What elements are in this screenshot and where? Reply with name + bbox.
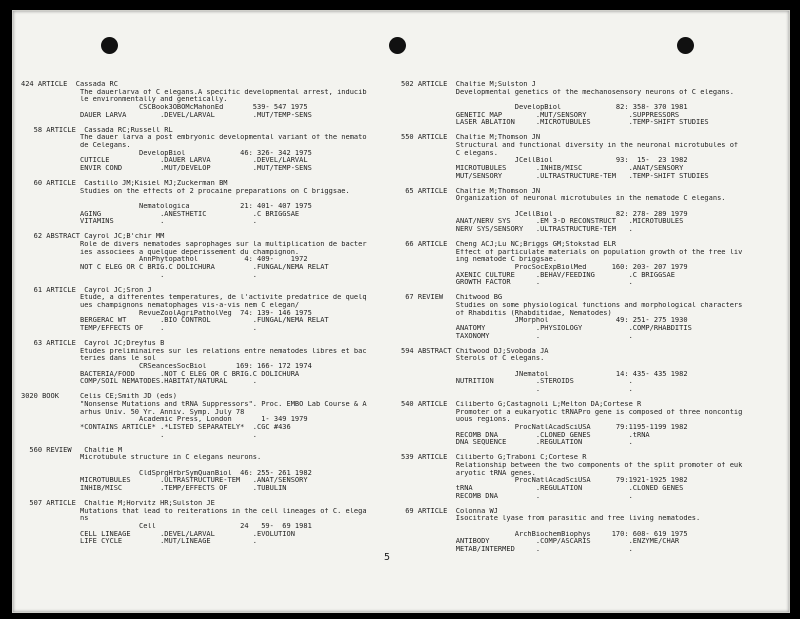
entry-line: VITAMINS . . (21, 218, 258, 226)
binder-hole-1 (101, 37, 118, 54)
entry-line: TEMP/EFFECTS OF . . (21, 325, 258, 332)
entry-line: Relationship between the two components of the split promoter of euk (401, 461, 743, 469)
entry-line: Organization of neuronal microtubules in the nematode C elegans. (401, 195, 726, 203)
bibliography-entry (401, 454, 781, 500)
entry-line: Role de divers nematodes saprophages sur la multiplication de bacter (21, 240, 367, 248)
entry-line: 539 ARTICLE Ciliberto G;Traboni C;Cortese R (401, 454, 587, 462)
entry-line: 66 ARTICLE Cheng ACJ;Lu NC;Briggs GM;Stokstad ELR (401, 240, 616, 248)
bibliography-entry (21, 500, 391, 546)
entry-line: 62 ABSTRACT Cayrol JC;B'chir MM (21, 233, 165, 241)
entry-line: "Nonsense Mutations and tRNA Suppressors". Proc. EMBO Lab Course & A (21, 400, 367, 408)
entry-line: 65 ARTICLE Chalfie M;Thomson JN (401, 187, 541, 195)
entry-line: 540 ARTICLE Ciliberto G;Castagnoli L;Melton DA;Cortese R (401, 400, 642, 408)
entry-line: ANATOMY .PHYSIOLOGY .COMP/RHABDITIS (401, 325, 692, 332)
entry-line: 550 ARTICLE Chalfie M;Thomson JN (401, 134, 541, 142)
entry-line: Effect of particulate materials on population growth of the free liv (401, 248, 743, 256)
entry-line: Academic Press, London 1- 349 1979 (21, 416, 308, 424)
entry-line: Microtubule structure in C elegans neurons. (21, 454, 262, 462)
entry-line: teries dans le sol (21, 355, 156, 363)
entry-line: JCellBiol 93: 15- 23 1982 (401, 157, 688, 165)
entry-line: Isocitrate lyase from parasitic and free living nematodes. (401, 515, 701, 523)
entry-line: C elegans. (401, 149, 498, 157)
entry-line: of Rhabditis (Rhabditidae, Nematodes) (401, 309, 612, 317)
entry-line: MICROTUBULES .INHIB/MISC .ANAT/SENSORY (401, 165, 684, 173)
entry-line (401, 203, 781, 211)
entry-line: INHIB/MISC .TEMP/EFFECTS OF .TUBULIN (21, 484, 287, 492)
binder-hole-3 (677, 37, 694, 54)
entry-line: AGING .ANESTHETIC .C BRIGGSAE (21, 210, 300, 218)
bibliography-entry (401, 81, 781, 127)
bibliography-entry (21, 233, 391, 279)
entry-line: RECOMB DNA .CLONED GENES .tRNA (401, 431, 650, 439)
entry-line: Sterols of C elegans. (401, 355, 545, 363)
entry-line: 61 ARTICLE Cayrol JC;Sron J (21, 286, 152, 294)
entry-line: BERGERAC WT .BIO CONTROL .FUNGAL/NEMA RELAT (21, 317, 329, 325)
entry-line: 507 ARTICLE Chalfie M;Horvitz HR;Sulston JE (21, 499, 215, 507)
entry-line: CRSeancesSocBiol 169: 166- 172 1974 (21, 362, 312, 370)
entry-line: AnnPhytopathol 4: 409- 1972 (21, 256, 308, 264)
entry-line: DevelopBiol 82: 358- 370 1981 (401, 104, 688, 112)
bibliography-entry (21, 340, 391, 386)
entry-line: Structural and functional diversity in the neuronal microtubules of (401, 142, 739, 149)
entry-line: NOT C ELEG OR C BRIG.C DOLICHURA .FUNGAL/NEMA RELAT (21, 264, 329, 271)
bibliography-entry (21, 447, 391, 493)
entry-line: . . (21, 271, 258, 279)
entry-line (401, 96, 781, 104)
entry-line: ENVIR COND .MUT/DEVELOP .MUT/TEMP-SENS (21, 165, 312, 173)
entry-line: JNematol 14: 435- 435 1982 (401, 370, 688, 378)
entry-line: ns (21, 515, 89, 523)
entry-line: JMorphol 49: 251- 275 1930 (401, 317, 688, 325)
right-column (401, 81, 781, 561)
entry-line: DNA SEQUENCE .REGULATION . (401, 439, 633, 447)
bibliography-entry (401, 508, 781, 554)
entry-line: CldSprgHrbrSymQuanBiol 46: 255- 261 1982 (21, 469, 312, 477)
entry-line: Cell 24 59- 69 1981 (21, 522, 312, 530)
entry-line (401, 363, 781, 371)
entry-line: RECOMB DNA . . (401, 492, 633, 500)
entry-line: GENETIC MAP .MUT/SENSORY .SUPPRESSORS (401, 111, 680, 119)
entry-line: DevelopBiol 46: 326- 342 1975 (21, 149, 312, 157)
entry-line: NUTRITION .STEROIDS . (401, 378, 633, 386)
bibliography-entry (21, 81, 391, 119)
entry-line: RevueZoolAgriPatholVeg 74: 139- 146 1975 (21, 309, 312, 317)
entry-line: MUT/SENSORY .ULTRASTRUCTURE-TEM .TEMP-SHIFT STUDIES (401, 172, 709, 180)
entry-line: tRNA .REGULATION .CLONED GENES (401, 484, 684, 492)
entry-line: 560 REVIEW Chalfie M (21, 446, 123, 454)
entry-line: Etude, a differentes temperatures, de l'activite predatrice de quelq (21, 294, 367, 302)
entry-line: ing nematode C briggsae. (401, 256, 557, 264)
entry-line: DAUER LARVA .DEVEL/LARVAL .MUT/TEMP-SENS (21, 111, 312, 119)
entry-line: Etudes preliminaires sur les relations entre nematodes libres et bac (21, 347, 367, 355)
entry-line: 58 ARTICLE Cassada RC;Russell RL (21, 126, 173, 134)
entry-line: METAB/INTERMED . . (401, 545, 633, 553)
entry-line: Developmental genetics of the mechanosensory neurons of C elegans. (401, 88, 734, 96)
entry-line: Promoter of a eukaryotic tRNAPro gene is composed of three noncontig (401, 408, 743, 416)
entry-line (401, 523, 781, 531)
entry-line: aryotic tRNA genes. (401, 469, 536, 477)
entry-line: ies associees a quelque deperissement du champignon. (21, 248, 300, 256)
entry-line: JCellBiol 82: 278- 289 1979 (401, 210, 688, 218)
bibliography-entry (401, 294, 781, 340)
bibliography-entry (21, 127, 391, 173)
entry-line: CELL LINEAGE .DEVEL/LARVAL .EVOLUTION (21, 530, 295, 538)
entry-line: *CONTAINS ARTICLE* .*LISTED SEPARATELY* .CGC #436 (21, 423, 291, 431)
entry-line: le environmentally and genetically. (21, 96, 228, 104)
entry-line (21, 195, 391, 203)
bibliography-entry (21, 180, 391, 226)
entry-line: ProcSocExpBiolMed 160: 203- 207 1979 (401, 264, 688, 271)
left-column (21, 81, 391, 553)
entry-line: arhus Univ. 50 Yr. Anniv. Symp. July 78 (21, 408, 245, 416)
entry-line: 502 ARTICLE Chalfie M;Sulston J (401, 81, 536, 88)
bibliography-entry (401, 348, 781, 394)
entry-line: . . (21, 431, 258, 439)
entry-line: Studies on the effects of 2 procaine preparations on C briggsae. (21, 187, 350, 195)
entry-line: . . (401, 386, 633, 393)
entry-line: uous regions. (401, 416, 511, 424)
entry-line: GROWTH FACTOR . . (401, 279, 633, 287)
entry-line: 3020 BOOK Celis CE;Smith JD (eds) (21, 393, 177, 401)
binder-hole-2 (389, 37, 406, 54)
bibliography-entry (401, 134, 781, 180)
entry-line: 69 ARTICLE Colonna WJ (401, 507, 498, 515)
entry-line: ProcNatlAcadSciUSA 79:1921-1925 1982 (401, 477, 688, 485)
document-page (12, 10, 790, 613)
entry-line: Nematologica 21: 401- 407 1975 (21, 203, 312, 210)
entry-line: 424 ARTICLE Cassada RC (21, 81, 118, 88)
entry-line: Mutations that lead to reiterations in the cell lineages of C. elega (21, 507, 367, 515)
entry-line: BACTERIA/FOOD .NOT C ELEG OR C BRIG.C DOLICHURA (21, 370, 300, 378)
entry-line: ANTIBODY .COMP/ASCARIS .ENZYME/CHAR (401, 538, 680, 546)
bibliography-entry (401, 241, 781, 287)
page-number: 5 (384, 552, 391, 563)
entry-line: AXENIC CULTURE .BEHAV/FEEDING .C BRIGGSAE (401, 271, 675, 279)
entry-line: LASER ABLATION .MICROTUBULES .TEMP-SHIFT STUDIES (401, 119, 709, 127)
entry-line: ues champignons nematophages vis-a-vis nem C elegan/ (21, 301, 300, 309)
entry-line: NERV SYS/SENSORY .ULTRASTRUCTURE-TEM . (401, 226, 633, 234)
entry-line: LIFE CYCLE .MUT/LINEAGE . (21, 538, 258, 546)
entry-line: MICROTUBULES .ULTRASTRUCTURE-TEM .ANAT/SENSORY (21, 477, 308, 485)
entry-line: ProcNatlAcadSciUSA 79:1195-1199 1982 (401, 423, 688, 431)
entry-line: ArchBiochemBiophys 170: 608- 619 1975 (401, 530, 688, 538)
bibliography-entry (401, 401, 781, 447)
entry-line: The dauerlarva of C elegans.A specific developmental arrest, inducib (21, 88, 367, 96)
entry-line: 60 ARTICLE Castillo JM;Kisiel MJ;Zuckerman BM (21, 179, 228, 187)
entry-line: The dauer larva a post embryonic developmental variant of the nemato (21, 134, 367, 142)
entry-line: de Celegans. (21, 142, 131, 149)
bibliography-entry (21, 287, 391, 333)
entry-line: COMP/SOIL NEMATODES.HABITAT/NATURAL . (21, 378, 258, 386)
entry-line: CUTICLE .DAUER LARVA .DEVEL/LARVAL (21, 157, 308, 165)
entry-line: 63 ARTICLE Cayrol JC;Dreyfus B (21, 339, 165, 347)
entry-line: 67 REVIEW Chitwood BG (401, 294, 503, 302)
bibliography-entry (21, 393, 391, 439)
bibliography-entry (401, 188, 781, 234)
entry-line: ANAT/NERV SYS .EM 3-D RECONSTRUCT .MICROTUBULES (401, 218, 684, 226)
entry-line: TAXONOMY . . (401, 332, 633, 340)
entry-line (21, 462, 391, 470)
entry-line: CSCBook3OBOMcMahonEd 539- 547 1975 (21, 104, 308, 112)
entry-line: 594 ABSTRACT Chitwood DJ;Svoboda JA (401, 347, 549, 355)
entry-line: Studies on some physiological functions and morphological characters (401, 301, 743, 309)
